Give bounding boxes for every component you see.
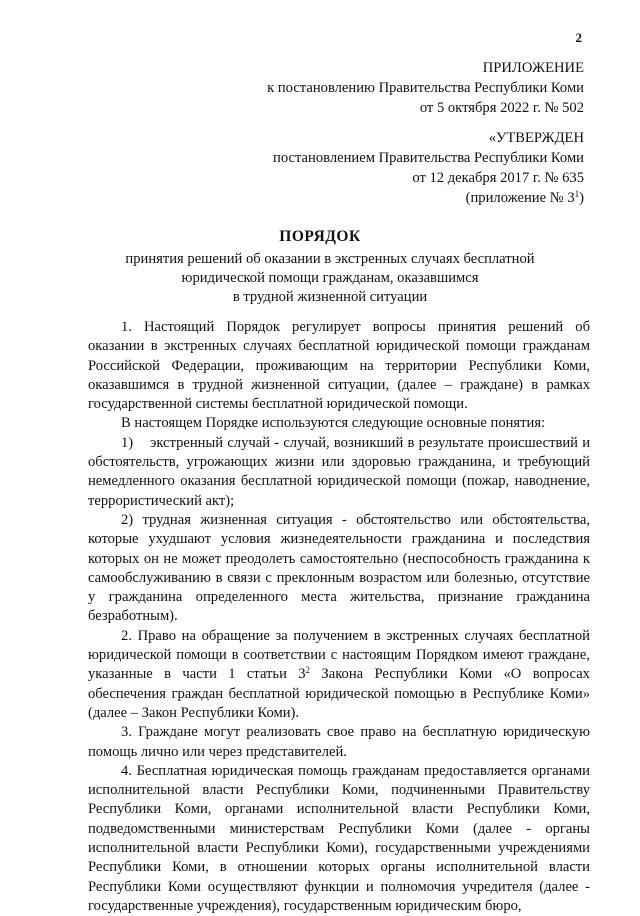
appendix-resolution: к постановлению Правительства Республики Коми <box>267 80 584 96</box>
paragraph: 1. Настоящий Порядок регулирует вопросы принятия решений об оказании в экстренных случаях бесплатной юридической помощи гражданам Российской Федерации, проживающим на территории Республики Коми, оказавшимся в трудной жизненной ситуации, (далее – граждане) в рамках государственной системы бесплатной юридической помощи. <box>88 319 590 413</box>
paragraph: 1) экстренный случай - случай, возникший в результате происшествий и обстоятельств, угрожающих жизни или здоровью гражданина, и требующий немедленного оказания бесплатной юридической помощи (пожар, наводнение, террористический акт); <box>88 434 594 509</box>
appendix-date: от 5 октября 2022 г. № 502 <box>419 100 584 116</box>
paragraph: 4. Бесплатная юридическая помощь гражданам предоставляется органами исполнительной власти Республики Коми, подчиненными Правительству Республики Коми, органами исполнительной власти Республики Коми, подведомственными министерствам Республики Коми (далее - органы исполнительной власти Республики Коми), государственными учреждениями Республики Коми, в отношении которых органы исполнительной власти Республики Коми осуществляют функции и полномочия учредителя (далее - государственные учреждения), государственным юридическим бюро, <box>88 762 590 914</box>
page-number: 2 <box>575 30 582 45</box>
approved-resolution: постановлением Правительства Республики Коми <box>273 150 584 166</box>
approved-date: от 12 декабря 2017 г. № 635 <box>412 170 584 186</box>
document-title: ПОРЯДОК <box>279 228 361 245</box>
paragraph: 3. Граждане могут реализовать свое право на бесплатную юридическую помощь лично или через представителей. <box>88 724 590 760</box>
approved-block <box>273 128 584 208</box>
appendix-block <box>267 58 584 118</box>
approved-appendix-ref: (приложение № $3^1$) <box>465 189 584 206</box>
paragraph: 2) трудная жизненная ситуация - обстоятельство или обстоятельства, которые ухудшают условия жизнедеятельности гражданина и последствия которых он не может преодолеть самостоятельно (неспособность гражданина к самообслуживанию в связи с преклонным возрастом или болезнью, отсутствие у гражданина определенного места жительства, признание гражданина безработным). <box>88 511 590 625</box>
approved-heading: «УТВЕРЖДЕН <box>488 130 584 146</box>
paragraph: В настоящем Порядке используются следующие основные понятия: <box>121 415 546 432</box>
appendix-heading: ПРИЛОЖЕНИЕ <box>482 60 584 76</box>
document-body <box>88 318 594 916</box>
paragraph: 2. Право на обращение за получением в экстренных случаях бесплатной юридической помощи в соответствии с настоящим Порядком имеют граждане, указанные в части 1 статьи $3^2$ Закона Республики Коми «О вопросах обеспечения граждан бесплатной юридической помощью в Республике Коми» (далее – Закон Республики Коми). <box>88 627 590 721</box>
document-subtitle: принятия решений об оказании в экстренных случаях бесплатной юридической помощи гражданам, оказавшимся в трудной жизненной ситуации <box>125 251 535 305</box>
